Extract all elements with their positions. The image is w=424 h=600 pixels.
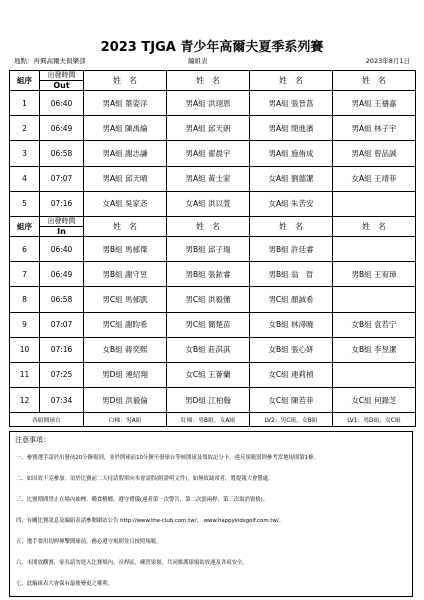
player-name: 男B組 王宥璋 (333, 262, 416, 287)
group-row (10, 166, 416, 191)
note-item: 一、參賽選手請於出發前20分鐘報到，並於開球前10分鐘至發球台等候開球及領取記分卡，違反規範罰則參考當地規則第1條。 (16, 455, 319, 461)
player-name: 男A組 邱天朗 (167, 116, 250, 141)
group-number: 3 (10, 141, 40, 166)
tee-time: 07:16 (40, 337, 84, 362)
tee-time-header (40, 216, 84, 236)
tee-box-row (10, 413, 416, 427)
player-name: 男D組 江柏翰 (167, 388, 250, 413)
tee-time: 07:25 (40, 362, 84, 387)
player-name: 男A組 閔進濱 (250, 116, 333, 141)
group-number: 8 (10, 287, 40, 312)
note-item: 三、比賽期間禁止在場內抽煙，嚼食檳榔，遵守禮儀(違者第一次警告，第二次罰兩桿，第三次取消資格)。 (16, 497, 269, 503)
player-name: 男B組 張銥睿 (167, 262, 250, 287)
date-label: 2023年8月1日 (365, 57, 410, 65)
name-header: 姓 名 (167, 216, 250, 236)
group-row (10, 91, 416, 116)
name-header: 姓 名 (250, 216, 333, 236)
tee-time: 06:49 (40, 262, 84, 287)
group-row (10, 116, 416, 141)
player-name: 男A組 陳禹綸 (84, 116, 167, 141)
player-name: 男B組 馬郁傑 (84, 236, 167, 261)
player-name: 女C組 王薈蘭 (167, 362, 250, 387)
player-name: 女B組 蔣奕熙 (84, 337, 167, 362)
note-item: 四、有關比賽訊息及編組表請參閱網站公告 http://www.the-club.com.tw/； www.happykidsgolf.com.tw/。 (16, 518, 285, 524)
tee-box-label: 各組開球台 (10, 413, 84, 427)
player-name: 男B組 謝守昱 (84, 262, 167, 287)
group-row (10, 191, 416, 216)
group-number: 11 (10, 362, 40, 387)
group-row (10, 141, 416, 166)
in-label: In (40, 226, 83, 236)
player-name: 女B組 莊淇淇 (167, 337, 250, 362)
player-name: 女B組 袁若宁 (333, 312, 416, 337)
group-number: 10 (10, 337, 40, 362)
name-header: 姓 名 (167, 71, 250, 91)
group-header: 組序 (10, 71, 40, 91)
tee-time-label: 出發時間 (47, 71, 76, 79)
player-name (333, 362, 416, 387)
player-name: 男A組 黃士家 (167, 166, 250, 191)
name-header: 姓 名 (84, 216, 167, 236)
out-header-row (10, 71, 416, 91)
tee-time: 07:07 (40, 166, 84, 191)
name-header: 姓 名 (333, 216, 416, 236)
player-name (333, 287, 416, 312)
group-row (10, 262, 416, 287)
player-name: 女B組 張心妍 (250, 337, 333, 362)
player-name: 男A組 洪翊恩 (167, 91, 250, 116)
group-row (10, 312, 416, 337)
player-name: 男C組 洪毅懂 (167, 287, 250, 312)
player-name: 女B組 李昱潔 (333, 337, 416, 362)
group-number: 9 (10, 312, 40, 337)
out-label: Out (40, 80, 83, 90)
location-label: 地點：再興高爾夫俱樂部 (14, 57, 86, 65)
player-name: 男A組 施侑成 (250, 141, 333, 166)
player-name (333, 191, 416, 216)
player-name: 男D組 洪毅倫 (84, 388, 167, 413)
page-title: 2023 TJGA 青少年高爾夫夏季系列賽 (100, 40, 324, 55)
group-number: 7 (10, 262, 40, 287)
form-label: 編組表 (188, 57, 208, 65)
tee-time: 06:40 (40, 236, 84, 261)
tee-time: 06:58 (40, 287, 84, 312)
tee-time: 07:07 (40, 312, 84, 337)
tee-time-label: 出發時間 (47, 216, 76, 225)
group-number: 2 (10, 116, 40, 141)
player-name: 男A組 曾品誠 (333, 141, 416, 166)
tee-time: 06:40 (40, 91, 84, 116)
note-item: 七、此編組表大會保有最後變更之權利。 (16, 581, 114, 587)
player-name: 女A組 朱苦安 (250, 191, 333, 216)
note-item: 六、未開放觀賽，家長請勿進入比賽場內，長桿區，練習果嶺，共同維護球場姑放運及各項安全。 (16, 560, 248, 566)
pairing-table (9, 70, 416, 427)
group-number: 5 (10, 191, 40, 216)
tee-box-red: 紅梯：男B組、女A組 (167, 413, 250, 427)
name-header: 姓 名 (84, 71, 167, 91)
group-row (10, 388, 416, 413)
group-row (10, 236, 416, 261)
player-name (333, 236, 416, 261)
note-item: 二、如因故不克參加，須於比賽前二天持請假單向本會請假(附證明文件)，如無故缺席者，將提報大會懲處。 (16, 476, 274, 482)
tee-time: 06:49 (40, 116, 84, 141)
group-row (10, 287, 416, 312)
group-row (10, 337, 416, 362)
player-name: 女A組 王靖菲 (333, 166, 416, 191)
name-header: 姓 名 (333, 71, 416, 91)
group-number: 1 (10, 91, 40, 116)
player-name: 男A組 張晉菖 (250, 91, 333, 116)
name-header: 姓 名 (250, 71, 333, 91)
tee-box-white: 白梯：男A組 (84, 413, 167, 427)
player-name: 男B組 許廷睿 (250, 236, 333, 261)
tee-box-lv1: LV1：男D組、女C組 (333, 413, 416, 427)
player-name: 男A組 林子宇 (333, 116, 416, 141)
player-name: 男A組 王禱嘉 (333, 91, 416, 116)
player-name: 男D組 連紹翔 (84, 362, 167, 387)
player-name: 女A組 洪以萱 (167, 191, 250, 216)
player-name: 男A組 謝志謙 (84, 141, 167, 166)
player-name: 女C組 連莉楨 (250, 362, 333, 387)
player-name: 男C組 簡楚苗 (167, 312, 250, 337)
notes-box (9, 431, 413, 597)
group-row (10, 362, 416, 387)
player-name: 男C組 謝昀希 (84, 312, 167, 337)
tee-box-lv2: LV2：男C組、女B組 (250, 413, 333, 427)
player-name: 女C組 陳若菲 (250, 388, 333, 413)
player-name: 男C組 顏誠希 (250, 287, 333, 312)
player-name: 女B組 林潯曉 (250, 312, 333, 337)
note-item: 五、選手要用切桿揮擊開球前，務必遵守規則並且按照規範。 (16, 539, 162, 545)
tee-time: 07:16 (40, 191, 84, 216)
player-name: 男C組 馬郁凱 (84, 287, 167, 312)
group-header: 組序 (10, 216, 40, 236)
player-name: 男A組 葉姿洋 (84, 91, 167, 116)
player-name: 男A組 邱天晴 (84, 166, 167, 191)
in-header-row (10, 216, 416, 236)
player-name: 女A組 劉德潔 (250, 166, 333, 191)
player-name: 男B組 邱子瑞 (167, 236, 250, 261)
group-number: 4 (10, 166, 40, 191)
group-number: 6 (10, 236, 40, 261)
tee-time: 06:58 (40, 141, 84, 166)
player-name: 男A組 翟晨宇 (167, 141, 250, 166)
player-name: 女C組 何錄芝 (333, 388, 416, 413)
player-name: 男B組 翁 晢 (250, 262, 333, 287)
tee-time-header (40, 71, 84, 91)
player-name: 女A組 吳家忞 (84, 191, 167, 216)
tee-time: 07:34 (40, 388, 84, 413)
notes-title: 注意事項： (15, 436, 50, 444)
group-number: 12 (10, 388, 40, 413)
